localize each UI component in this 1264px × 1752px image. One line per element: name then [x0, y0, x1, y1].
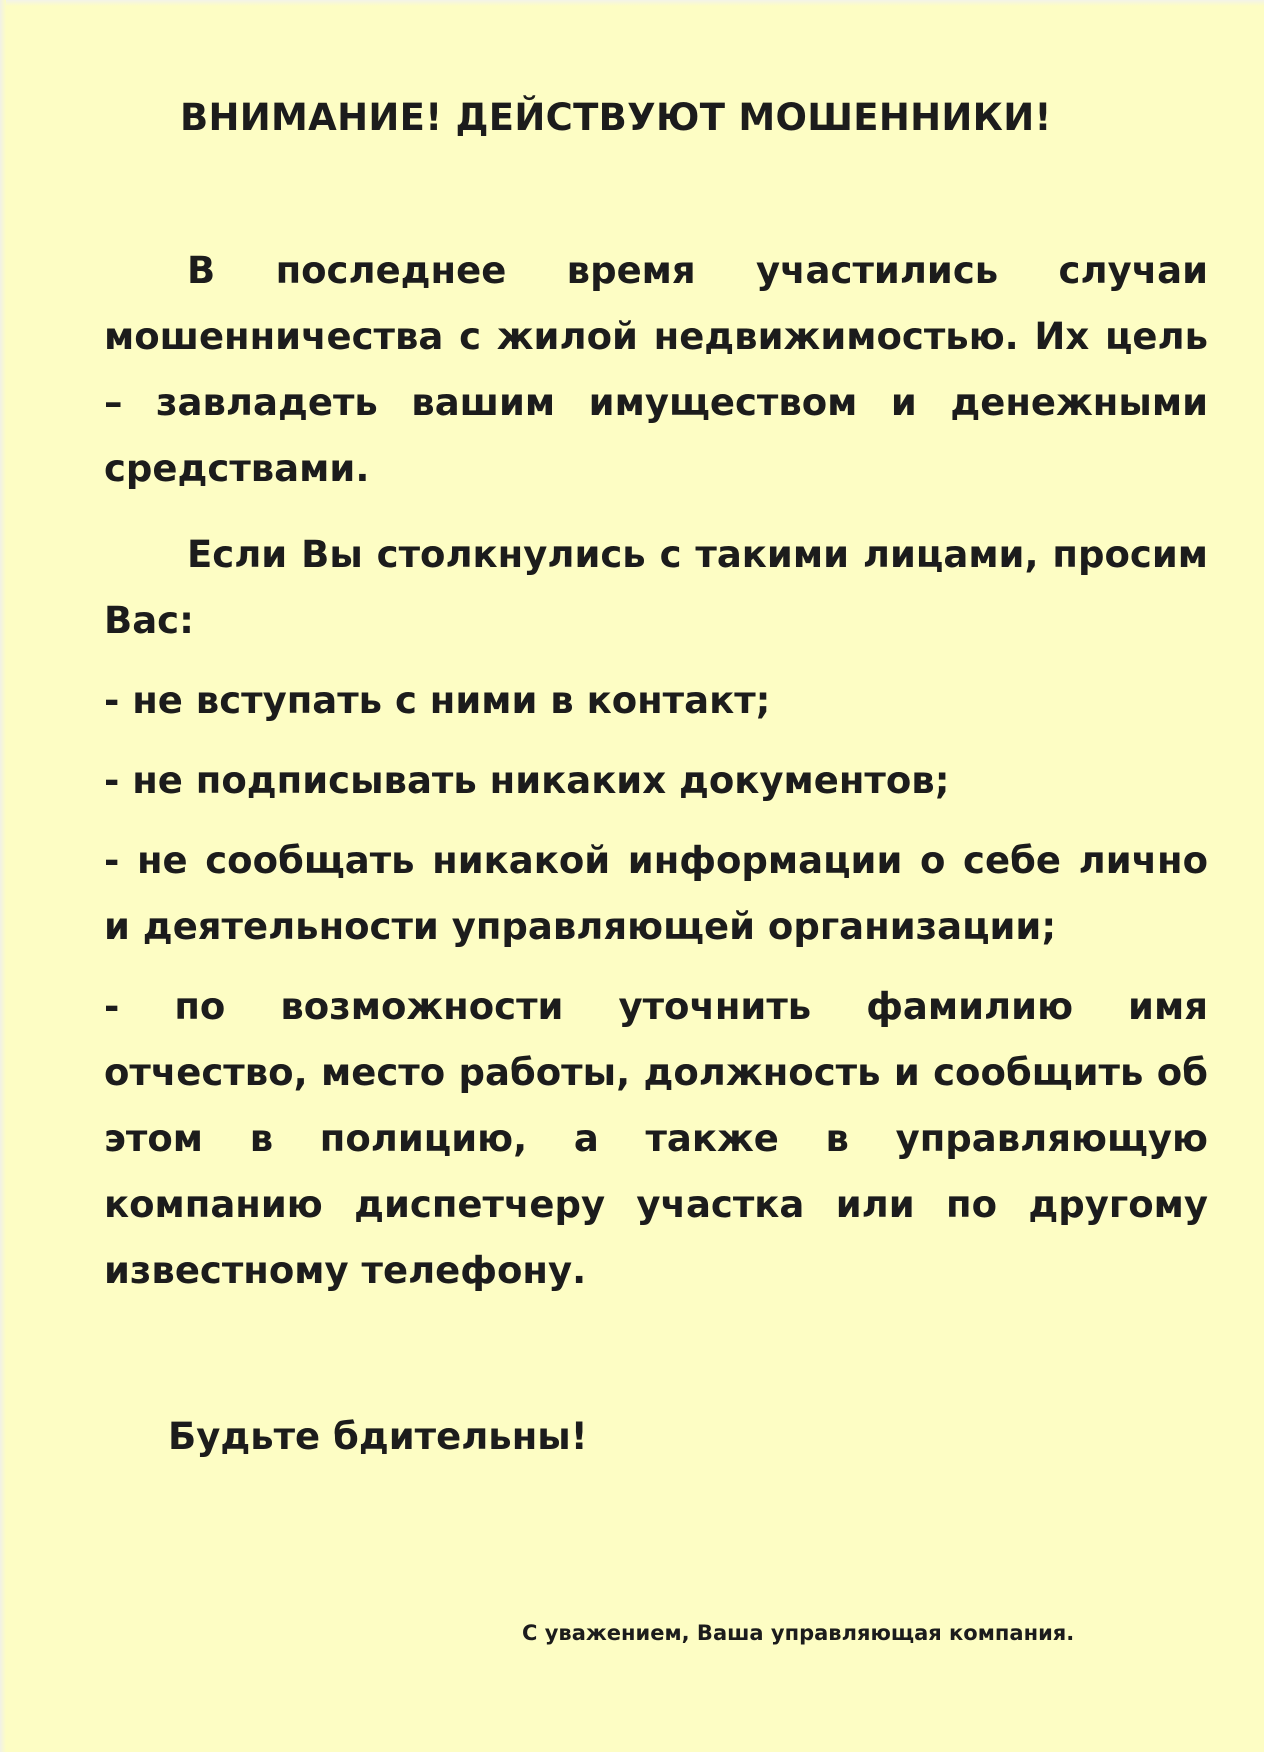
notice-title: ВНИМАНИЕ! ДЕЙСТВУЮТ МОШЕННИКИ! [180, 96, 1052, 139]
list-item-no-information: - не сообщать никакой информации о себе лично и деятельности управляющей организации; [104, 839, 1208, 948]
closing-line: Будьте бдительны! [168, 1415, 588, 1458]
signature-line: С уважением, Ваша управляющая компания. [522, 1621, 1075, 1645]
request-paragraph: Если Вы столкнулись с такими лицами, просим Вас: [104, 533, 1208, 642]
notice-body [104, 238, 1208, 1304]
list-item-report: - по возможности уточнить фамилию имя отчество, место работы, должность и сообщить об этом в полицию, а также в управляющую компанию диспетчеру участка или по другому известному телефону. [104, 985, 1208, 1292]
list-item-no-contact: - не вступать с ними в контакт; [104, 679, 771, 722]
intro-paragraph: В последнее время участились случаи мошенничества с жилой недвижимостью. Их цель – завладеть вашим имуществом и денежными средствами. [104, 249, 1208, 490]
list-item-no-signing: - не подписывать никаких документов; [104, 759, 950, 802]
